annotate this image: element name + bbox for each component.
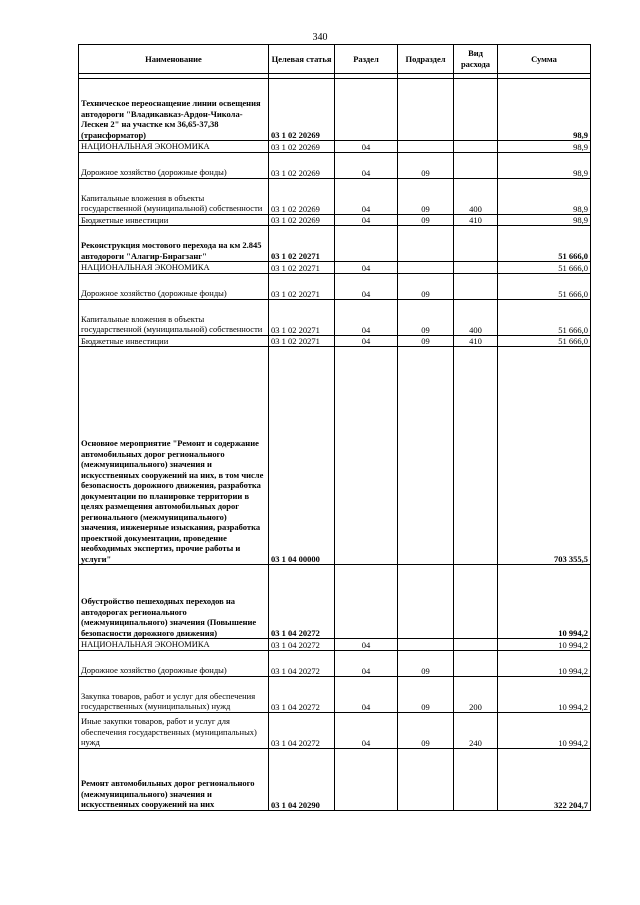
row-subsection (398, 565, 454, 639)
row-expense-type (454, 565, 498, 639)
row-amount: 322 204,7 (498, 748, 591, 810)
row-section: 04 (335, 650, 398, 676)
row-expense-type: 400 (454, 178, 498, 214)
row-section (335, 226, 398, 262)
row-expense-type: 400 (454, 299, 498, 335)
row-section: 04 (335, 273, 398, 299)
row-target-article: 03 1 04 00000 (269, 347, 335, 565)
table-row (79, 214, 591, 226)
table-row (79, 262, 591, 274)
row-section (335, 565, 398, 639)
row-target-article: 03 1 04 20272 (269, 565, 335, 639)
row-name: Дорожное хозяйство (дорожные фонды) (79, 152, 269, 178)
row-expense-type (454, 650, 498, 676)
table-row (79, 565, 591, 639)
row-name: Закупка товаров, работ и услуг для обеспечения государственных (муниципальных) нужд (79, 676, 269, 712)
row-section: 04 (335, 676, 398, 712)
table-row (79, 152, 591, 178)
row-section (335, 79, 398, 141)
budget-table (78, 44, 591, 811)
row-amount: 10 994,2 (498, 676, 591, 712)
row-amount: 51 666,0 (498, 299, 591, 335)
row-target-article: 03 1 04 20272 (269, 676, 335, 712)
row-expense-type (454, 262, 498, 274)
row-expense-type: 410 (454, 335, 498, 347)
row-expense-type: 410 (454, 214, 498, 226)
table-row (79, 178, 591, 214)
row-section: 04 (335, 639, 398, 651)
row-amount: 51 666,0 (498, 273, 591, 299)
row-expense-type (454, 273, 498, 299)
row-amount: 98,9 (498, 214, 591, 226)
row-section (335, 347, 398, 565)
table-row (79, 712, 591, 748)
row-target-article: 03 1 04 20272 (269, 650, 335, 676)
row-name: Основное мероприятие "Ремонт и содержание автомобильных дорог регионального (межмуниципального) значения и искусственных сооружений на них, в том числе безопасность дорожного движения, разработка документации по планировке территории в целях размещения автомобильных дорог регионального (межмуниципального) значения, инженерные изыскания, разработка проектной документации, проведение необходимых экспертиз, прочие работы и услуги" (79, 347, 269, 565)
row-target-article: 03 1 02 20271 (269, 262, 335, 274)
row-name: НАЦИОНАЛЬНАЯ ЭКОНОМИКА (79, 639, 269, 651)
header-subsection: Подраздел (398, 45, 454, 74)
row-subsection: 09 (398, 676, 454, 712)
row-section: 04 (335, 262, 398, 274)
header-name: Наименование (79, 45, 269, 74)
row-section: 04 (335, 178, 398, 214)
row-section: 04 (335, 152, 398, 178)
row-section: 04 (335, 299, 398, 335)
row-expense-type (454, 226, 498, 262)
row-amount: 10 994,2 (498, 650, 591, 676)
row-amount: 703 355,5 (498, 347, 591, 565)
row-name: Реконструкция мостового перехода на км 2.845 автодороги "Алагир-Бирагзанг" (79, 226, 269, 262)
row-target-article: 03 1 02 20269 (269, 152, 335, 178)
header-section: Раздел (335, 45, 398, 74)
row-target-article: 03 1 04 20290 (269, 748, 335, 810)
row-target-article: 03 1 02 20271 (269, 273, 335, 299)
row-name: Ремонт автомобильных дорог регионального (межмуниципального) значения и искусственных сооружений на них (79, 748, 269, 810)
header-amount: Сумма (498, 45, 591, 74)
row-section: 04 (335, 141, 398, 153)
row-amount: 98,9 (498, 152, 591, 178)
row-section (335, 748, 398, 810)
row-target-article: 03 1 02 20269 (269, 79, 335, 141)
row-name: Капитальные вложения в объекты государственной (муниципальной) собственности (79, 299, 269, 335)
row-target-article: 03 1 02 20269 (269, 141, 335, 153)
row-subsection: 09 (398, 335, 454, 347)
table-row (79, 299, 591, 335)
row-subsection (398, 639, 454, 651)
table-row (79, 335, 591, 347)
row-subsection: 09 (398, 214, 454, 226)
table-header-row (79, 45, 591, 74)
row-expense-type (454, 639, 498, 651)
table-row (79, 79, 591, 141)
row-name: Дорожное хозяйство (дорожные фонды) (79, 650, 269, 676)
table-row (79, 639, 591, 651)
row-section: 04 (335, 214, 398, 226)
row-expense-type: 240 (454, 712, 498, 748)
page-number: 340 (312, 32, 328, 43)
row-subsection (398, 347, 454, 565)
row-subsection (398, 226, 454, 262)
row-name: Капитальные вложения в объекты государственной (муниципальной) собственности (79, 178, 269, 214)
row-expense-type (454, 748, 498, 810)
row-name: Бюджетные инвестиции (79, 335, 269, 347)
row-amount: 98,9 (498, 178, 591, 214)
row-name: НАЦИОНАЛЬНАЯ ЭКОНОМИКА (79, 141, 269, 153)
row-target-article: 03 1 02 20271 (269, 335, 335, 347)
row-target-article: 03 1 04 20272 (269, 712, 335, 748)
row-expense-type (454, 152, 498, 178)
row-subsection (398, 748, 454, 810)
table-row (79, 273, 591, 299)
table-row (79, 676, 591, 712)
row-name: Бюджетные инвестиции (79, 214, 269, 226)
row-target-article: 03 1 02 20271 (269, 299, 335, 335)
row-amount: 51 666,0 (498, 262, 591, 274)
row-target-article: 03 1 02 20269 (269, 214, 335, 226)
row-target-article: 03 1 02 20269 (269, 178, 335, 214)
row-amount: 10 994,2 (498, 639, 591, 651)
table-row (79, 748, 591, 810)
row-amount: 98,9 (498, 141, 591, 153)
table-body (79, 79, 591, 811)
row-name: Обустройство пешеходных переходов на автодорогах регионального (межмуниципального) значения (Повышение безопасности дорожного движения) (79, 565, 269, 639)
row-name: НАЦИОНАЛЬНАЯ ЭКОНОМИКА (79, 262, 269, 274)
row-amount: 10 994,2 (498, 565, 591, 639)
row-subsection (398, 79, 454, 141)
header-target-article: Целевая статья (269, 45, 335, 74)
row-amount: 51 666,0 (498, 226, 591, 262)
row-section: 04 (335, 335, 398, 347)
row-subsection: 09 (398, 650, 454, 676)
row-subsection: 09 (398, 299, 454, 335)
row-amount: 98,9 (498, 79, 591, 141)
table-row (79, 141, 591, 153)
row-expense-type: 200 (454, 676, 498, 712)
row-subsection: 09 (398, 152, 454, 178)
header-expense-type: Вид расхода (454, 45, 498, 74)
row-subsection: 09 (398, 178, 454, 214)
row-section: 04 (335, 712, 398, 748)
row-subsection: 09 (398, 712, 454, 748)
row-subsection: 09 (398, 273, 454, 299)
row-subsection (398, 262, 454, 274)
row-name: Иные закупки товаров, работ и услуг для обеспечения государственных (муниципальных) нужд (79, 712, 269, 748)
row-target-article: 03 1 04 20272 (269, 639, 335, 651)
table-row (79, 650, 591, 676)
table-row (79, 226, 591, 262)
row-subsection (398, 141, 454, 153)
row-amount: 51 666,0 (498, 335, 591, 347)
row-amount: 10 994,2 (498, 712, 591, 748)
row-expense-type (454, 347, 498, 565)
row-expense-type (454, 141, 498, 153)
row-name: Техническое переоснащение линии освещения автодороги "Владикавказ-Ардон-Чикола-Лескен 2" на участке км 36,65-37,38 (трансформатор) (79, 79, 269, 141)
row-target-article: 03 1 02 20271 (269, 226, 335, 262)
row-name: Дорожное хозяйство (дорожные фонды) (79, 273, 269, 299)
row-expense-type (454, 79, 498, 141)
table-row (79, 347, 591, 565)
